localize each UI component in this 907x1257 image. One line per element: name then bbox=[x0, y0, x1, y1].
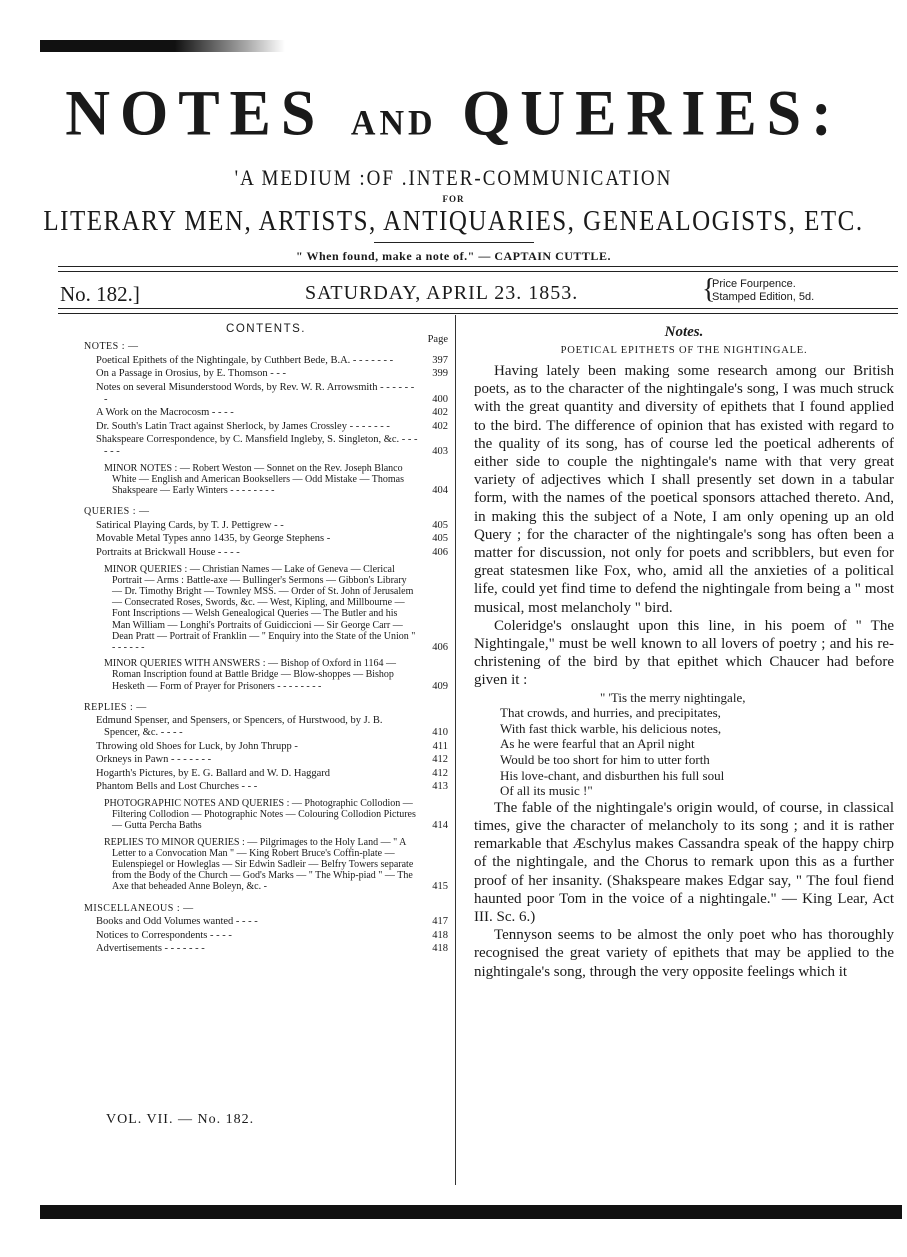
price-brace: { bbox=[702, 274, 716, 305]
contents-entry: Orkneys in Pawn - - - - - - - 412 bbox=[96, 754, 448, 766]
article-paragraph: Having lately been making some research among our British poets, as to the character of the nightingale's song, I was much struck with the great quantity and diversity of epithets that I found applied to the bird. The difference of opinion that has existed with regard to the quality of its song, has of course led the poetical adherents of either side to couple the nightingale's name with that very great variety of adjectives which I shall presently set down in a tabular form, with the names of the poetical sponsors attached thereto. And, in making this the subject of a Note, I am only opening up an old Query ; for the character of the nightingale's song has often been a matter for discussion, not only for poets and scribblers, but even for great statesmen like Fox, who, amid all the anxieties of a political life, could yet find time to defend the nightingale from being a " most musical, most melancholy " bird. bbox=[474, 363, 894, 616]
misc-section-header: MISCELLANEOUS : — bbox=[84, 902, 194, 914]
masthead-divider bbox=[374, 242, 534, 243]
contents-entry: Satirical Playing Cards, by T. J. Pettigrew - - 405 bbox=[96, 519, 448, 531]
contents-entry: Dr. South's Latin Tract against Sherlock, by James Crossley - - - - - - - 402 bbox=[96, 420, 448, 432]
subtitle-medium: 'A MEDIUM :OF .INTER-COMMUNICATION bbox=[234, 166, 673, 191]
journal-title bbox=[0, 76, 907, 162]
contents-entry: Throwing old Shoes for Luck, by John Thrupp - 411 bbox=[96, 740, 448, 752]
article-paragraph: Coleridge's onslaught upon this line, in his poem of " The Nightingale," must be well known to all lovers of poetry ; and his re-christening of the bird by that epithet which Chaucer had before given it : bbox=[474, 617, 894, 689]
contents-entry: Portraits at Brickwall House - - - - 406 bbox=[96, 546, 448, 558]
contents-entry: Advertisements - - - - - - - 418 bbox=[96, 943, 448, 955]
contents-entry: On a Passage in Orosius, by E. Thomson - - - 399 bbox=[96, 368, 448, 380]
subtitle-audience: LITERARY MEN, ARTISTS, ANTIQUARIES, GENEALOGISTS, ETC. bbox=[43, 205, 864, 237]
masthead bbox=[0, 78, 907, 264]
poem-line: With fast thick warble, his delicious notes, bbox=[500, 720, 722, 736]
contents-entry: Notices to Correspondents - - - - 418 bbox=[96, 929, 448, 941]
queries-section-header: QUERIES : — bbox=[84, 506, 150, 518]
article-title: POETICAL EPITHETS OF THE NIGHTINGALE. bbox=[560, 345, 808, 356]
subtitle-for: FOR bbox=[442, 194, 465, 204]
minor-queries-entry: MINOR QUERIES : — Christian Names — Lake of Geneva — Clerical Portrait — Arms : Battle-axe — Bullinger's Sermons — Gibbon's Library — Dr. Timothy Bright — Townley MSS. — Order of St. John of Jerusalem — Consecrated Roses, Swords, &c. — West, Kipling, and Millbourne — Font Inscriptions — Welsh Genealogical Queries — The Butler and his Man William — Longhi's Portraits of Guidiccioni — Sir George Carr — Dean Pratt — Portrait of Franklin — " Enquiry into the State of the Union " - - - - - - 406 bbox=[104, 563, 448, 653]
motto: " When found, make a note of." — CAPTAIN CUTTLE. bbox=[296, 249, 611, 263]
contents-entry: Notes on several Misunderstood Words, by Rev. W. R. Arrowsmith - - - - - - - 400 bbox=[96, 381, 448, 405]
contents-entry: Poetical Epithets of the Nightingale, by Cuthbert Bede, B.A. - - - - - - - 397 bbox=[96, 354, 448, 366]
issue-price bbox=[702, 274, 815, 305]
bottom-ink-bar bbox=[40, 1205, 902, 1219]
contents-entry: Phantom Bells and Lost Churches - - - 413 bbox=[96, 781, 448, 793]
title-notes: NOTES bbox=[65, 78, 326, 150]
notes-section-header: NOTES : — bbox=[84, 341, 139, 353]
poem-line: " 'Tis the merry nightingale, bbox=[600, 689, 746, 705]
volume-number: VOL. VII. — No. 182. bbox=[106, 1112, 255, 1127]
article-paragraph: Tennyson seems to be almost the only poet who has thoroughly recognised the great variety of epithets that may be applied to the nightingale's song, through the very opposite feelings which it bbox=[474, 927, 894, 980]
notes-section-heading: Notes. bbox=[664, 324, 704, 340]
page-column-label: Page bbox=[427, 333, 448, 345]
replies-minor-entry: REPLIES TO MINOR QUERIES : — Pilgrimages to the Holy Land — " A Letter to a Convocation Man " — King Robert Bruce's Coffin-plate — Eulenspiegel or Howleglas — Sir Edwin Sadleir — Belfry Towers separate from the Body of the Church — God's Marks — " The Whip-piad " — The Axe that beheaded Anne Boleyn, &c. - 415 bbox=[104, 836, 448, 893]
contents-entry: Movable Metal Types anno 1435, by George Stephens - 405 bbox=[96, 533, 448, 545]
poem-quote bbox=[474, 690, 894, 799]
photographic-entry: PHOTOGRAPHIC NOTES AND QUERIES : — Photographic Collodion — Filtering Collodion — Photographic Notes — Colouring Collodion Pictures — Gutta Percha Baths 414 bbox=[104, 797, 448, 832]
top-ink-bar bbox=[40, 40, 285, 52]
title-queries: QUERIES: bbox=[462, 78, 842, 150]
minor-queries-answers-entry: MINOR QUERIES WITH ANSWERS : — Bishop of Oxford in 1164 — Roman Inscription found at Battle Bridge — Blow-shoppes — Bishop Hesketh — Form of Prayer for Prisoners - - - - - - - - 409 bbox=[104, 658, 448, 692]
issue-number: No. 182.] bbox=[60, 282, 140, 306]
poem-line: Of all its music !" bbox=[500, 783, 593, 799]
poem-line: His love-chant, and disburthen his full soul bbox=[500, 767, 725, 783]
article-paragraph: The fable of the nightingale's origin would, of course, in classical times, give the character of melancholy to its song ; and it is rather remarkable that Æschylus makes Cassandra speak of the happy chirp of the nightingale, and the Chorus to remark upon this as a further proof of her insanity. (Shakspeare makes Edgar say, " The foul fiend haunted poor Tom in the voice of a nightingale." — King Lear, Act III. Sc. 6.) bbox=[474, 799, 894, 926]
contents-entry: Books and Odd Volumes wanted - - - - 417 bbox=[96, 916, 448, 928]
column-divider bbox=[455, 315, 456, 1185]
price-line-2: Stamped Edition, 5d. bbox=[712, 291, 815, 303]
title-and: AND bbox=[350, 104, 437, 144]
contents-heading: CONTENTS. bbox=[226, 323, 306, 335]
poem-line: Would be too short for him to utter forth bbox=[500, 752, 710, 768]
poem-line: That crowds, and hurries, and precipitates, bbox=[500, 705, 721, 721]
poem-line: As he were fearful that an April night bbox=[500, 736, 695, 752]
price-line-1: Price Fourpence. bbox=[712, 278, 796, 290]
contents-entry: Hogarth's Pictures, by E. G. Ballard and W. D. Haggard 412 bbox=[96, 767, 448, 779]
article-body bbox=[474, 362, 894, 981]
issue-date: SATURDAY, APRIL 23. 1853. bbox=[305, 282, 579, 304]
contents-entry: Shakspeare Correspondence, by C. Mansfield Ingleby, S. Singleton, &c. - - - - - - 403 bbox=[96, 434, 448, 457]
replies-section-header: REPLIES : — bbox=[84, 701, 147, 713]
contents-column bbox=[84, 324, 448, 955]
minor-notes-entry: MINOR NOTES : — Robert Weston — Sonnet on the Rev. Joseph Blanco White — English and American Booksellers — Odd Mistake — Thomas Shakspeare — Early Winters - - - - - - - - 404 bbox=[104, 462, 448, 496]
article-column bbox=[474, 324, 894, 981]
contents-entry: A Work on the Macrocosm - - - - 402 bbox=[96, 407, 448, 419]
issue-rule-bottom bbox=[58, 308, 898, 314]
issue-rule-top bbox=[58, 266, 898, 272]
contents-entry: Edmund Spenser, and Spensers, or Spencers, of Hurstwood, by J. B. Spencer, &c. - - - - 410 bbox=[96, 715, 448, 738]
